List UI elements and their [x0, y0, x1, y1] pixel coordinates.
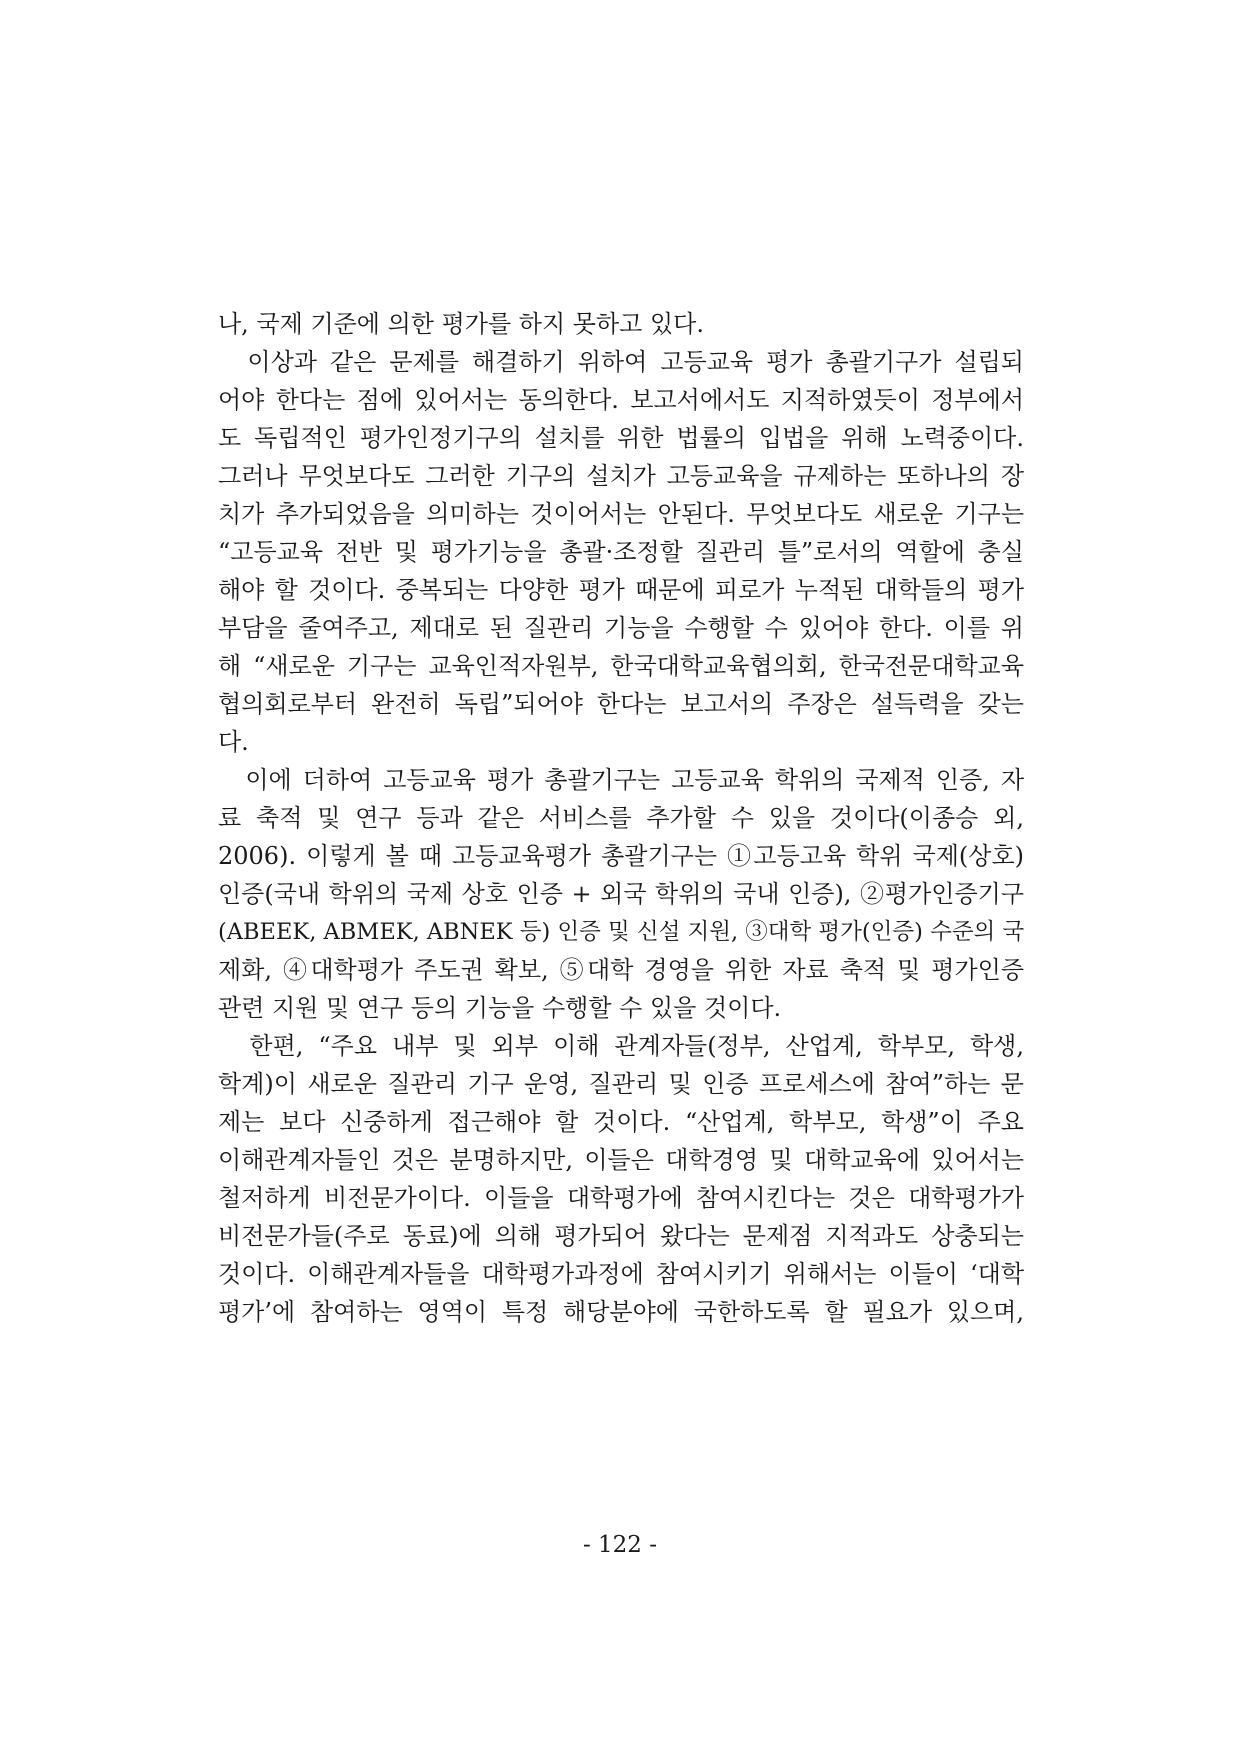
text-line: 관련 지원 및 연구 등의 기능을 수행할 수 있을 것이다. — [218, 994, 782, 1022]
text-line: 학계)이 새로운 질관리 기구 운영, 질관리 및 인증 프로세스에 참여”하는 문 — [218, 1070, 1024, 1098]
page-number: - 122 - — [582, 1532, 658, 1558]
text-line: 부담을 줄여주고, 제대로 된 질관리 기능을 수행할 수 있어야 한다. 이를 위 — [218, 614, 1024, 642]
text-line: (ABEEK, ABMEK, ABNEK 등) 인증 및 신설 지원, ③대학 평가(인증) 수준의 국 — [218, 919, 1025, 945]
text-line: 이에 더하여 고등교육 평가 총괄기구는 고등교육 학위의 국제적 인증, 자 — [218, 766, 1024, 794]
text-line: 도 독립적인 평가인정기구의 설치를 위한 법률의 입법을 위해 노력중이다. — [218, 424, 1024, 452]
text-line: 인증(국내 학위의 국제 상호 인증 + 외국 학위의 국내 인증), ②평가인증기구 — [218, 880, 1024, 908]
text-line: 그러나 무엇보다도 그러한 기구의 설치가 고등교육을 규제하는 또하나의 장 — [218, 462, 1024, 490]
text-line: 평가’에 참여하는 영역이 특정 해당분야에 국한하도록 할 필요가 있으며, — [218, 1298, 1024, 1326]
text-line: 이해관계자들인 것은 분명하지만, 이들은 대학경영 및 대학교육에 있어서는 — [218, 1146, 1024, 1174]
text-line: 료 축적 및 연구 등과 같은 서비스를 추가할 수 있을 것이다(이종승 외, — [218, 804, 1024, 832]
text-line: 제화, ④대학평가 주도권 확보, ⑤대학 경영을 위한 자료 축적 및 평가인증 — [218, 956, 1024, 984]
text-line: 한편, “주요 내부 및 외부 이해 관계자들(정부, 산업계, 학부모, 학생, — [218, 1032, 1024, 1060]
text-line: “고등교육 전반 및 평가기능을 총괄·조정할 질관리 틀”로서의 역할에 충실 — [218, 538, 1024, 566]
text-line: 해야 할 것이다. 중복되는 다양한 평가 때문에 피로가 누적된 대학들의 평가 — [218, 576, 1024, 604]
text-line: 철저하게 비전문가이다. 이들을 대학평가에 참여시킨다는 것은 대학평가가 — [218, 1184, 1024, 1212]
text-line: 이상과 같은 문제를 해결하기 위하여 고등교육 평가 총괄기구가 설립되 — [218, 348, 1024, 376]
text-line: 협의회로부터 완전히 독립”되어야 한다는 보고서의 주장은 설득력을 갖는 — [218, 690, 1024, 718]
text-line: 것이다. 이해관계자들을 대학평가과정에 참여시키기 위해서는 이들이 ‘대학 — [218, 1260, 1024, 1288]
text-line: 어야 한다는 점에 있어서는 동의한다. 보고서에서도 지적하였듯이 정부에서 — [218, 386, 1024, 414]
body-text — [218, 305, 1024, 1331]
text-line: 제는 보다 신중하게 접근해야 할 것이다. “산업계, 학부모, 학생”이 주요 — [218, 1108, 1024, 1136]
text-line: 2006). 이렇게 볼 때 고등교육평가 총괄기구는 ①고등고육 학위 국제(상호) — [218, 842, 1024, 870]
text-line: 나, 국제 기준에 의한 평가를 하지 못하고 있다. — [218, 310, 704, 338]
text-line: 해 “새로운 기구는 교육인적자원부, 한국대학교육협의회, 한국전문대학교육 — [218, 652, 1024, 680]
text-line: 치가 추가되었음을 의미하는 것이어서는 안된다. 무엇보다도 새로운 기구는 — [218, 500, 1024, 528]
text-line: 다. — [218, 728, 249, 756]
text-line: 비전문가들(주로 동료)에 의해 평가되어 왔다는 문제점 지적과도 상충되는 — [218, 1222, 1024, 1250]
